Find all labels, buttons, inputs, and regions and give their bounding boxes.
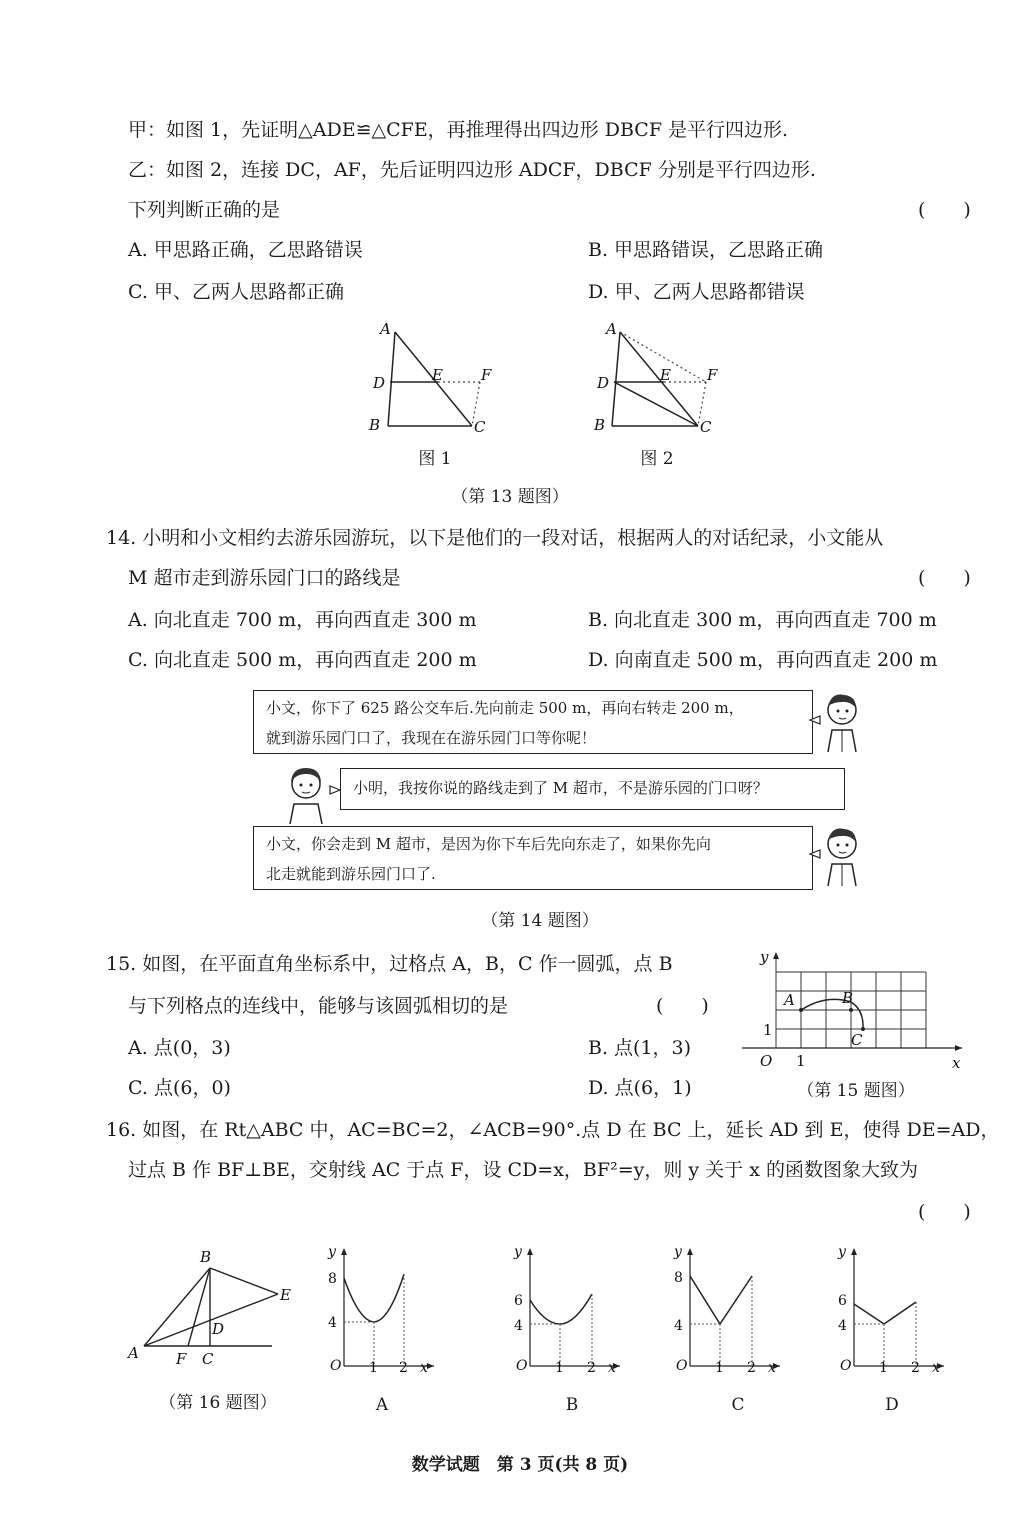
q15-option-d: D. 点(6，1) — [588, 1077, 692, 1099]
q16-label-b: B — [200, 1248, 212, 1266]
q13-f1-label-e: E — [432, 366, 443, 384]
q14-dialog-3-line-1: 小文，你会走到 M 超市，是因为你下车后先向东走了，如果你先向 — [266, 835, 711, 853]
q13-option-a: A. 甲思路正确，乙思路错误 — [128, 239, 363, 261]
q13-option-b: B. 甲思路错误，乙思路正确 — [588, 239, 824, 261]
q16-line-1: 16. 如图，在 Rt△ABC 中，AC=BC=2，∠ACB=90°.点 D 在 BC 上，延长 AD 到 E，使得 DE=AD， — [106, 1119, 1000, 1141]
q13-f2-label-f: F — [707, 366, 718, 384]
q14-dialog-bubble-1 — [253, 690, 813, 754]
q16-graph-a-label-y: y — [328, 1244, 336, 1260]
q15-label-o: O — [760, 1052, 773, 1070]
q16-label-e: E — [280, 1286, 291, 1304]
q15-option-c: C. 点(6，0) — [128, 1077, 231, 1099]
q16-triangle-figure — [122, 1246, 302, 1376]
q16-graph-c — [668, 1244, 788, 1380]
q13-fig1-caption: 图 1 — [418, 449, 452, 469]
q16-graph-c-name: C — [731, 1395, 745, 1415]
q16-graph-b-name: B — [565, 1395, 579, 1415]
q13-f1-label-d: D — [373, 374, 386, 392]
q15-label-a: A — [784, 991, 795, 1009]
q16-graph-c-label-y: y — [674, 1244, 682, 1260]
q14-dialog-2: 小明，我按你说的路线走到了 M 超市，不是游乐园的门口呀？ — [353, 779, 768, 797]
q14-option-a: A. 向北直走 700 m，再向西直走 300 m — [128, 609, 477, 631]
q13-fig2-caption: 图 2 — [640, 449, 674, 469]
q16-graph-b-label-x2: 2 — [587, 1360, 596, 1376]
q16-graph-b-label-y: y — [514, 1244, 522, 1260]
q15-grid-figure — [738, 944, 970, 1074]
q14-option-d: D. 向南直走 500 m，再向西直走 200 m — [588, 649, 938, 671]
q13-figure-1 — [360, 318, 510, 443]
q16-graph-b — [508, 1244, 628, 1380]
q13-figure-2 — [588, 318, 738, 443]
q16-graph-c-label-x1: 1 — [715, 1360, 724, 1376]
q16-graph-b-label-x: x — [608, 1360, 616, 1376]
q13-f2-label-d: D — [597, 374, 610, 392]
q16-graph-c-label-x: x — [768, 1360, 776, 1376]
q16-label-f: F — [176, 1350, 187, 1368]
q16-graph-d-label-ymid: 4 — [838, 1318, 847, 1334]
q15-label-y: y — [760, 948, 769, 966]
q16-graph-a-label-o: O — [330, 1358, 342, 1374]
q14-dialog-3-line-2: 北走就能到游乐园门口了. — [266, 865, 436, 883]
q13-f2-label-c: C — [700, 418, 712, 436]
q16-graph-b-label-o: O — [516, 1358, 528, 1374]
q14-option-b: B. 向北直走 300 m，再向西直走 700 m — [588, 609, 937, 631]
q16-graph-c-label-ymid: 4 — [674, 1318, 683, 1334]
q13-caption: （第 13 题图） — [451, 487, 569, 507]
q13-f1-label-f: F — [481, 366, 492, 384]
q16-graph-d-label-x2: 2 — [911, 1360, 920, 1376]
q15-line-1: 15. 如图，在平面直角坐标系中，过格点 A，B，C 作一圆弧，点 B — [106, 953, 673, 975]
q15-label-x1: 1 — [796, 1052, 806, 1070]
q16-label-c: C — [202, 1350, 214, 1368]
q15-caption: （第 15 题图） — [797, 1081, 915, 1101]
q16-label-d: D — [212, 1320, 225, 1338]
q16-graph-b-label-ymid: 4 — [514, 1318, 523, 1334]
q16-graph-a-label-x1: 1 — [369, 1360, 378, 1376]
q16-graph-a-label-ytop: 8 — [328, 1271, 337, 1287]
q16-graph-a — [322, 1244, 442, 1380]
q13-f2-label-a: A — [606, 320, 617, 338]
q16-graph-d-label-x1: 1 — [879, 1360, 888, 1376]
q16-graph-a-label-x: x — [420, 1360, 428, 1376]
q13-stem: 下列判断正确的是 — [128, 199, 281, 221]
page-footer: 数学试题 第 3 页(共 8 页) — [411, 1455, 629, 1475]
q14-option-c: C. 向北直走 500 m，再向西直走 200 m — [128, 649, 477, 671]
q16-graph-d-label-ytop: 6 — [838, 1293, 847, 1309]
q16-line-2: 过点 B 作 BF⊥BE，交射线 AC 于点 F，设 CD=x，BF²=y，则 y 关于 x 的函数图象大致为 — [128, 1159, 918, 1181]
q13-f1-label-b: B — [369, 416, 381, 434]
q13-f1-label-a: A — [380, 320, 391, 338]
q15-option-a: A. 点(0，3) — [128, 1037, 231, 1059]
q16-graph-d — [832, 1244, 952, 1380]
q16-answer-paren: ( ) — [918, 1201, 971, 1223]
q16-graph-a-name: A — [375, 1395, 389, 1415]
q13-option-c: C. 甲、乙两人思路都正确 — [128, 281, 344, 303]
q14-answer-paren: ( ) — [918, 567, 971, 589]
q16-graph-b-label-x1: 1 — [555, 1360, 564, 1376]
q15-line-2: 与下列格点的连线中，能够与该圆弧相切的是 — [128, 995, 509, 1017]
q16-graph-d-label-y: y — [838, 1244, 846, 1260]
q14-caption: （第 14 题图） — [481, 911, 599, 931]
q16-graph-c-label-o: O — [676, 1358, 688, 1374]
q15-label-y1: 1 — [763, 1021, 773, 1039]
q15-label-c: C — [851, 1031, 863, 1049]
q15-option-b: B. 点(1，3) — [588, 1037, 692, 1059]
q16-graph-d-name: D — [885, 1395, 899, 1415]
q16-graph-d-label-o: O — [840, 1358, 852, 1374]
q14-girl-avatar — [282, 762, 340, 826]
q13-f1-label-c: C — [474, 418, 486, 436]
q13-answer-paren: ( ) — [918, 199, 971, 221]
q14-boy-avatar-2 — [810, 824, 866, 888]
q16-graph-d-label-x: x — [932, 1360, 940, 1376]
q14-line-1: 14. 小明和小文相约去游乐园游玩，以下是他们的一段对话，根据两人的对话纪录，小文能从 — [106, 527, 884, 549]
q14-dialog-1-line-1: 小文，你下了 625 路公交车后.先向前走 500 m，再向右转走 200 m， — [266, 699, 744, 717]
q13-f2-label-b: B — [594, 416, 606, 434]
q16-label-a: A — [128, 1344, 139, 1362]
q15-label-b: B — [842, 989, 854, 1007]
q15-answer-paren: ( ) — [656, 995, 709, 1017]
q14-line-2: M 超市走到游乐园门口的路线是 — [128, 567, 401, 589]
q16-graph-c-label-ytop: 8 — [674, 1270, 683, 1286]
q14-dialog-bubble-2 — [340, 768, 845, 810]
q16-caption: （第 16 题图） — [159, 1393, 277, 1413]
q14-dialog-bubble-3 — [253, 826, 813, 890]
q14-boy-avatar-1 — [810, 690, 866, 754]
q16-graph-b-label-ytop: 6 — [514, 1293, 523, 1309]
q13-option-d: D. 甲、乙两人思路都错误 — [588, 281, 805, 303]
q15-label-x: x — [952, 1054, 961, 1072]
q13-line-jia: 甲：如图 1，先证明△ADE≌△CFE，再推理得出四边形 DBCF 是平行四边形. — [128, 119, 789, 141]
q16-graph-c-label-x2: 2 — [747, 1360, 756, 1376]
q16-graph-a-label-x2: 2 — [399, 1360, 408, 1376]
q13-f2-label-e: E — [660, 366, 671, 384]
q13-line-yi: 乙：如图 2，连接 DC，AF，先后证明四边形 ADCF，DBCF 分别是平行四边形. — [128, 159, 816, 181]
q14-dialog-1-line-2: 就到游乐园门口了，我现在在游乐园门口等你呢！ — [266, 729, 597, 747]
q16-graph-a-label-ymid: 4 — [328, 1315, 337, 1331]
